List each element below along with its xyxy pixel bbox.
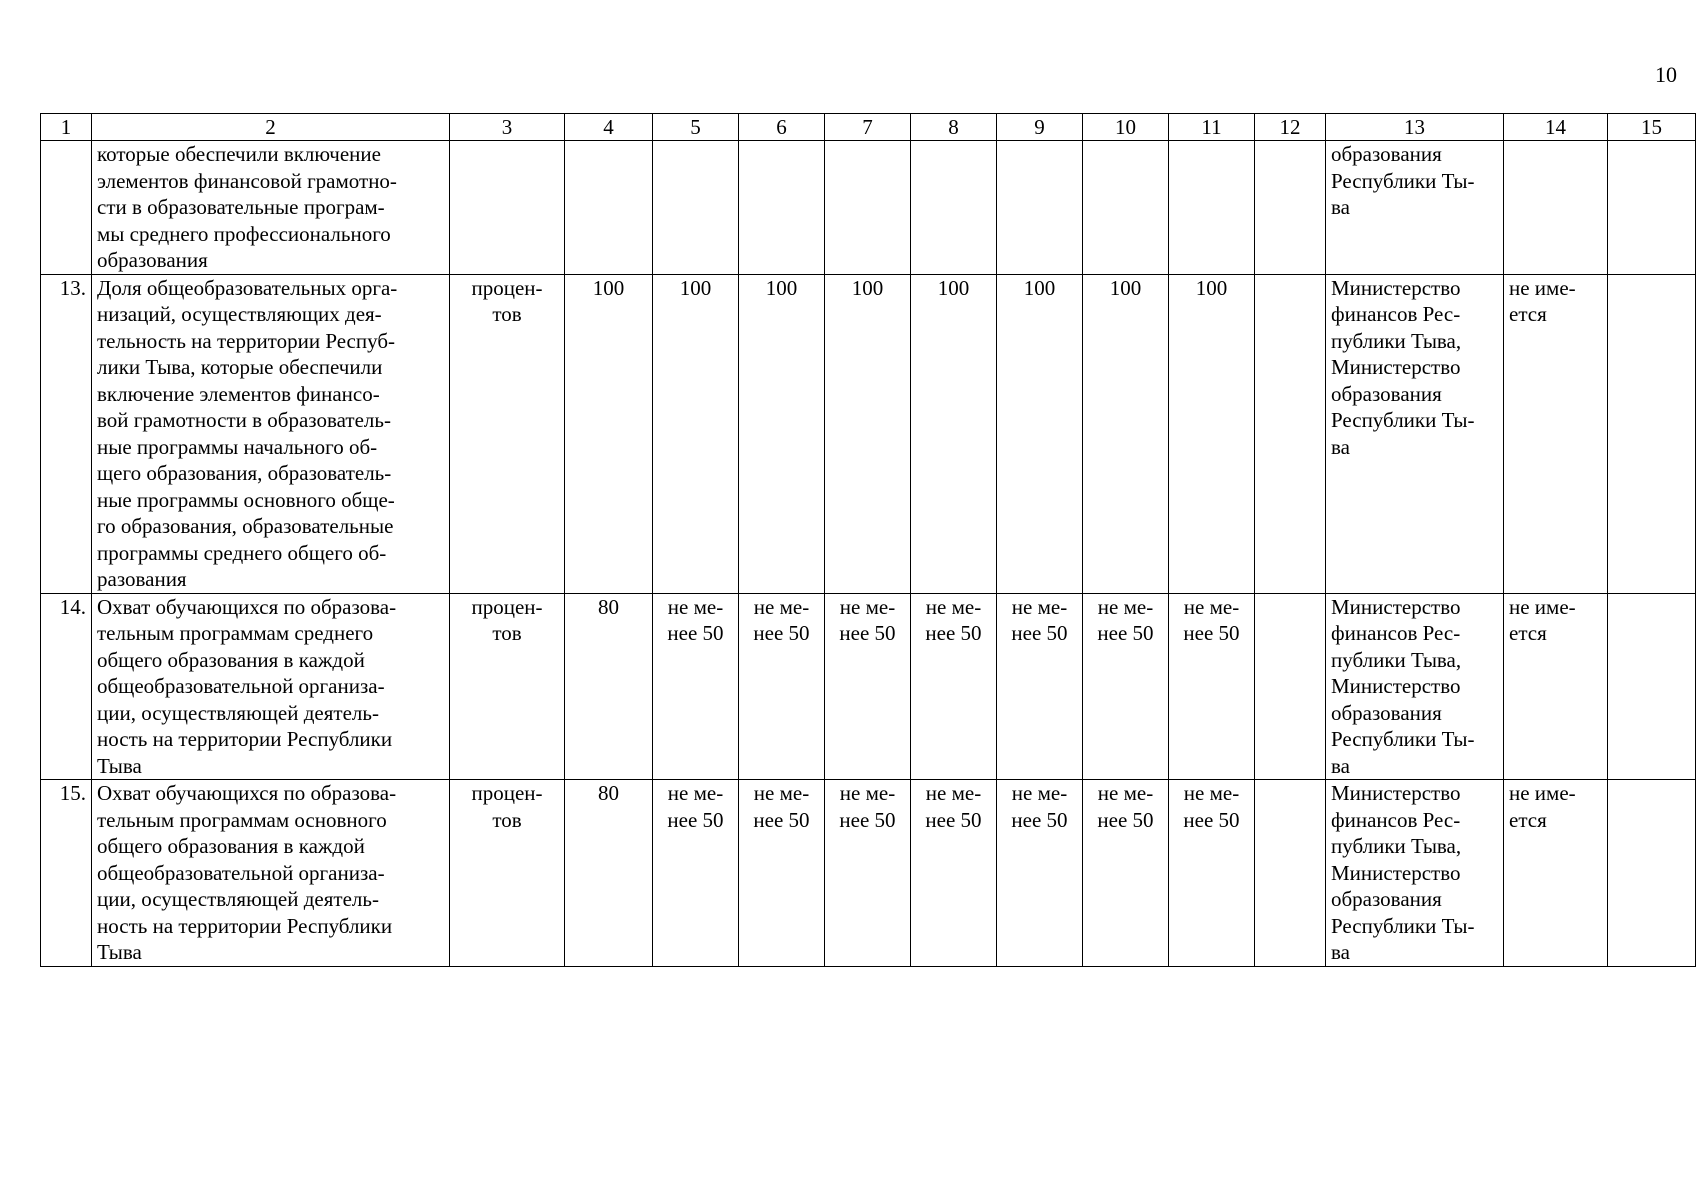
column-header: 12 xyxy=(1255,114,1326,141)
row-number xyxy=(41,141,92,275)
responsible-cell: образования Республики Ты- ва xyxy=(1326,141,1504,275)
value-cell: не ме- нее 50 xyxy=(825,593,911,780)
indicators-table xyxy=(40,113,1696,967)
value-cell xyxy=(653,141,739,275)
responsible-cell: Министерство финансов Рес- публики Тыва, Министерство образования Республики Ты- ва xyxy=(1326,274,1504,593)
column-header: 11 xyxy=(1169,114,1255,141)
unit-cell xyxy=(450,141,565,275)
value-cell xyxy=(1083,141,1169,275)
value-cell: не ме- нее 50 xyxy=(653,593,739,780)
value-cell xyxy=(1255,274,1326,593)
column-header: 8 xyxy=(911,114,997,141)
note-cell xyxy=(1504,141,1608,275)
extra-cell xyxy=(1608,274,1696,593)
value-cell xyxy=(911,141,997,275)
table-row xyxy=(41,141,1696,275)
value-cell xyxy=(739,141,825,275)
value-cell: не ме- нее 50 xyxy=(997,780,1083,967)
value-cell xyxy=(1255,780,1326,967)
value-cell xyxy=(1169,141,1255,275)
value-cell: не ме- нее 50 xyxy=(1169,593,1255,780)
column-header: 7 xyxy=(825,114,911,141)
indicator-name: Охват обучающихся по образова- тельным программам среднего общего образования в каждой общеобразовательной организа- ции, осуществляющей деятель- ность на территории Республики Тыва xyxy=(92,593,450,780)
value-cell: 100 xyxy=(997,274,1083,593)
value-cell xyxy=(825,141,911,275)
value-cell xyxy=(565,141,653,275)
column-header: 4 xyxy=(565,114,653,141)
extra-cell xyxy=(1608,593,1696,780)
unit-cell: процен- тов xyxy=(450,780,565,967)
column-header: 5 xyxy=(653,114,739,141)
value-cell: 100 xyxy=(825,274,911,593)
extra-cell xyxy=(1608,780,1696,967)
unit-cell: процен- тов xyxy=(450,274,565,593)
row-number: 13. xyxy=(41,274,92,593)
table-row xyxy=(41,593,1696,780)
header-row xyxy=(41,114,1696,141)
note-cell: не име- ется xyxy=(1504,274,1608,593)
column-header: 1 xyxy=(41,114,92,141)
value-cell: 100 xyxy=(565,274,653,593)
column-header: 13 xyxy=(1326,114,1504,141)
value-cell: не ме- нее 50 xyxy=(739,780,825,967)
value-cell: 80 xyxy=(565,780,653,967)
value-cell xyxy=(997,141,1083,275)
value-cell: 100 xyxy=(653,274,739,593)
value-cell: 100 xyxy=(1083,274,1169,593)
value-cell: не ме- нее 50 xyxy=(911,593,997,780)
table-row xyxy=(41,274,1696,593)
value-cell: не ме- нее 50 xyxy=(1169,780,1255,967)
responsible-cell: Министерство финансов Рес- публики Тыва, Министерство образования Республики Ты- ва xyxy=(1326,593,1504,780)
value-cell xyxy=(1255,593,1326,780)
note-cell: не име- ется xyxy=(1504,593,1608,780)
column-header: 6 xyxy=(739,114,825,141)
row-number: 15. xyxy=(41,780,92,967)
value-cell xyxy=(1255,141,1326,275)
column-header: 15 xyxy=(1608,114,1696,141)
column-header: 2 xyxy=(92,114,450,141)
page-number: 10 xyxy=(1655,62,1677,87)
column-header: 3 xyxy=(450,114,565,141)
value-cell: не ме- нее 50 xyxy=(653,780,739,967)
value-cell: не ме- нее 50 xyxy=(1083,593,1169,780)
value-cell: не ме- нее 50 xyxy=(1083,780,1169,967)
value-cell: не ме- нее 50 xyxy=(739,593,825,780)
row-number: 14. xyxy=(41,593,92,780)
indicator-name: Охват обучающихся по образова- тельным программам основного общего образования в каждой общеобразовательной организа- ции, осуществляющей деятель- ность на территории Республики Тыва xyxy=(92,780,450,967)
column-header: 14 xyxy=(1504,114,1608,141)
value-cell: не ме- нее 50 xyxy=(911,780,997,967)
value-cell: 100 xyxy=(911,274,997,593)
indicator-name: которые обеспечили включение элементов финансовой грамотно- сти в образовательные програм- мы среднего профессионального образования xyxy=(92,141,450,275)
indicator-name: Доля общеобразовательных орга- низаций, осуществляющих дея- тельность на территории Респуб- лики Тыва, которые обеспечили включение элементов финансо- вой грамотности в образователь- ные программы начального об- щего образования, образователь- ные программы основного обще- го образования, образовательные программы среднего общего об- разования xyxy=(92,274,450,593)
note-cell: не име- ется xyxy=(1504,780,1608,967)
value-cell: 100 xyxy=(739,274,825,593)
column-header: 10 xyxy=(1083,114,1169,141)
value-cell: 80 xyxy=(565,593,653,780)
value-cell: не ме- нее 50 xyxy=(997,593,1083,780)
value-cell: 100 xyxy=(1169,274,1255,593)
column-header: 9 xyxy=(997,114,1083,141)
unit-cell: процен- тов xyxy=(450,593,565,780)
table-row xyxy=(41,780,1696,967)
responsible-cell: Министерство финансов Рес- публики Тыва, Министерство образования Республики Ты- ва xyxy=(1326,780,1504,967)
value-cell: не ме- нее 50 xyxy=(825,780,911,967)
extra-cell xyxy=(1608,141,1696,275)
